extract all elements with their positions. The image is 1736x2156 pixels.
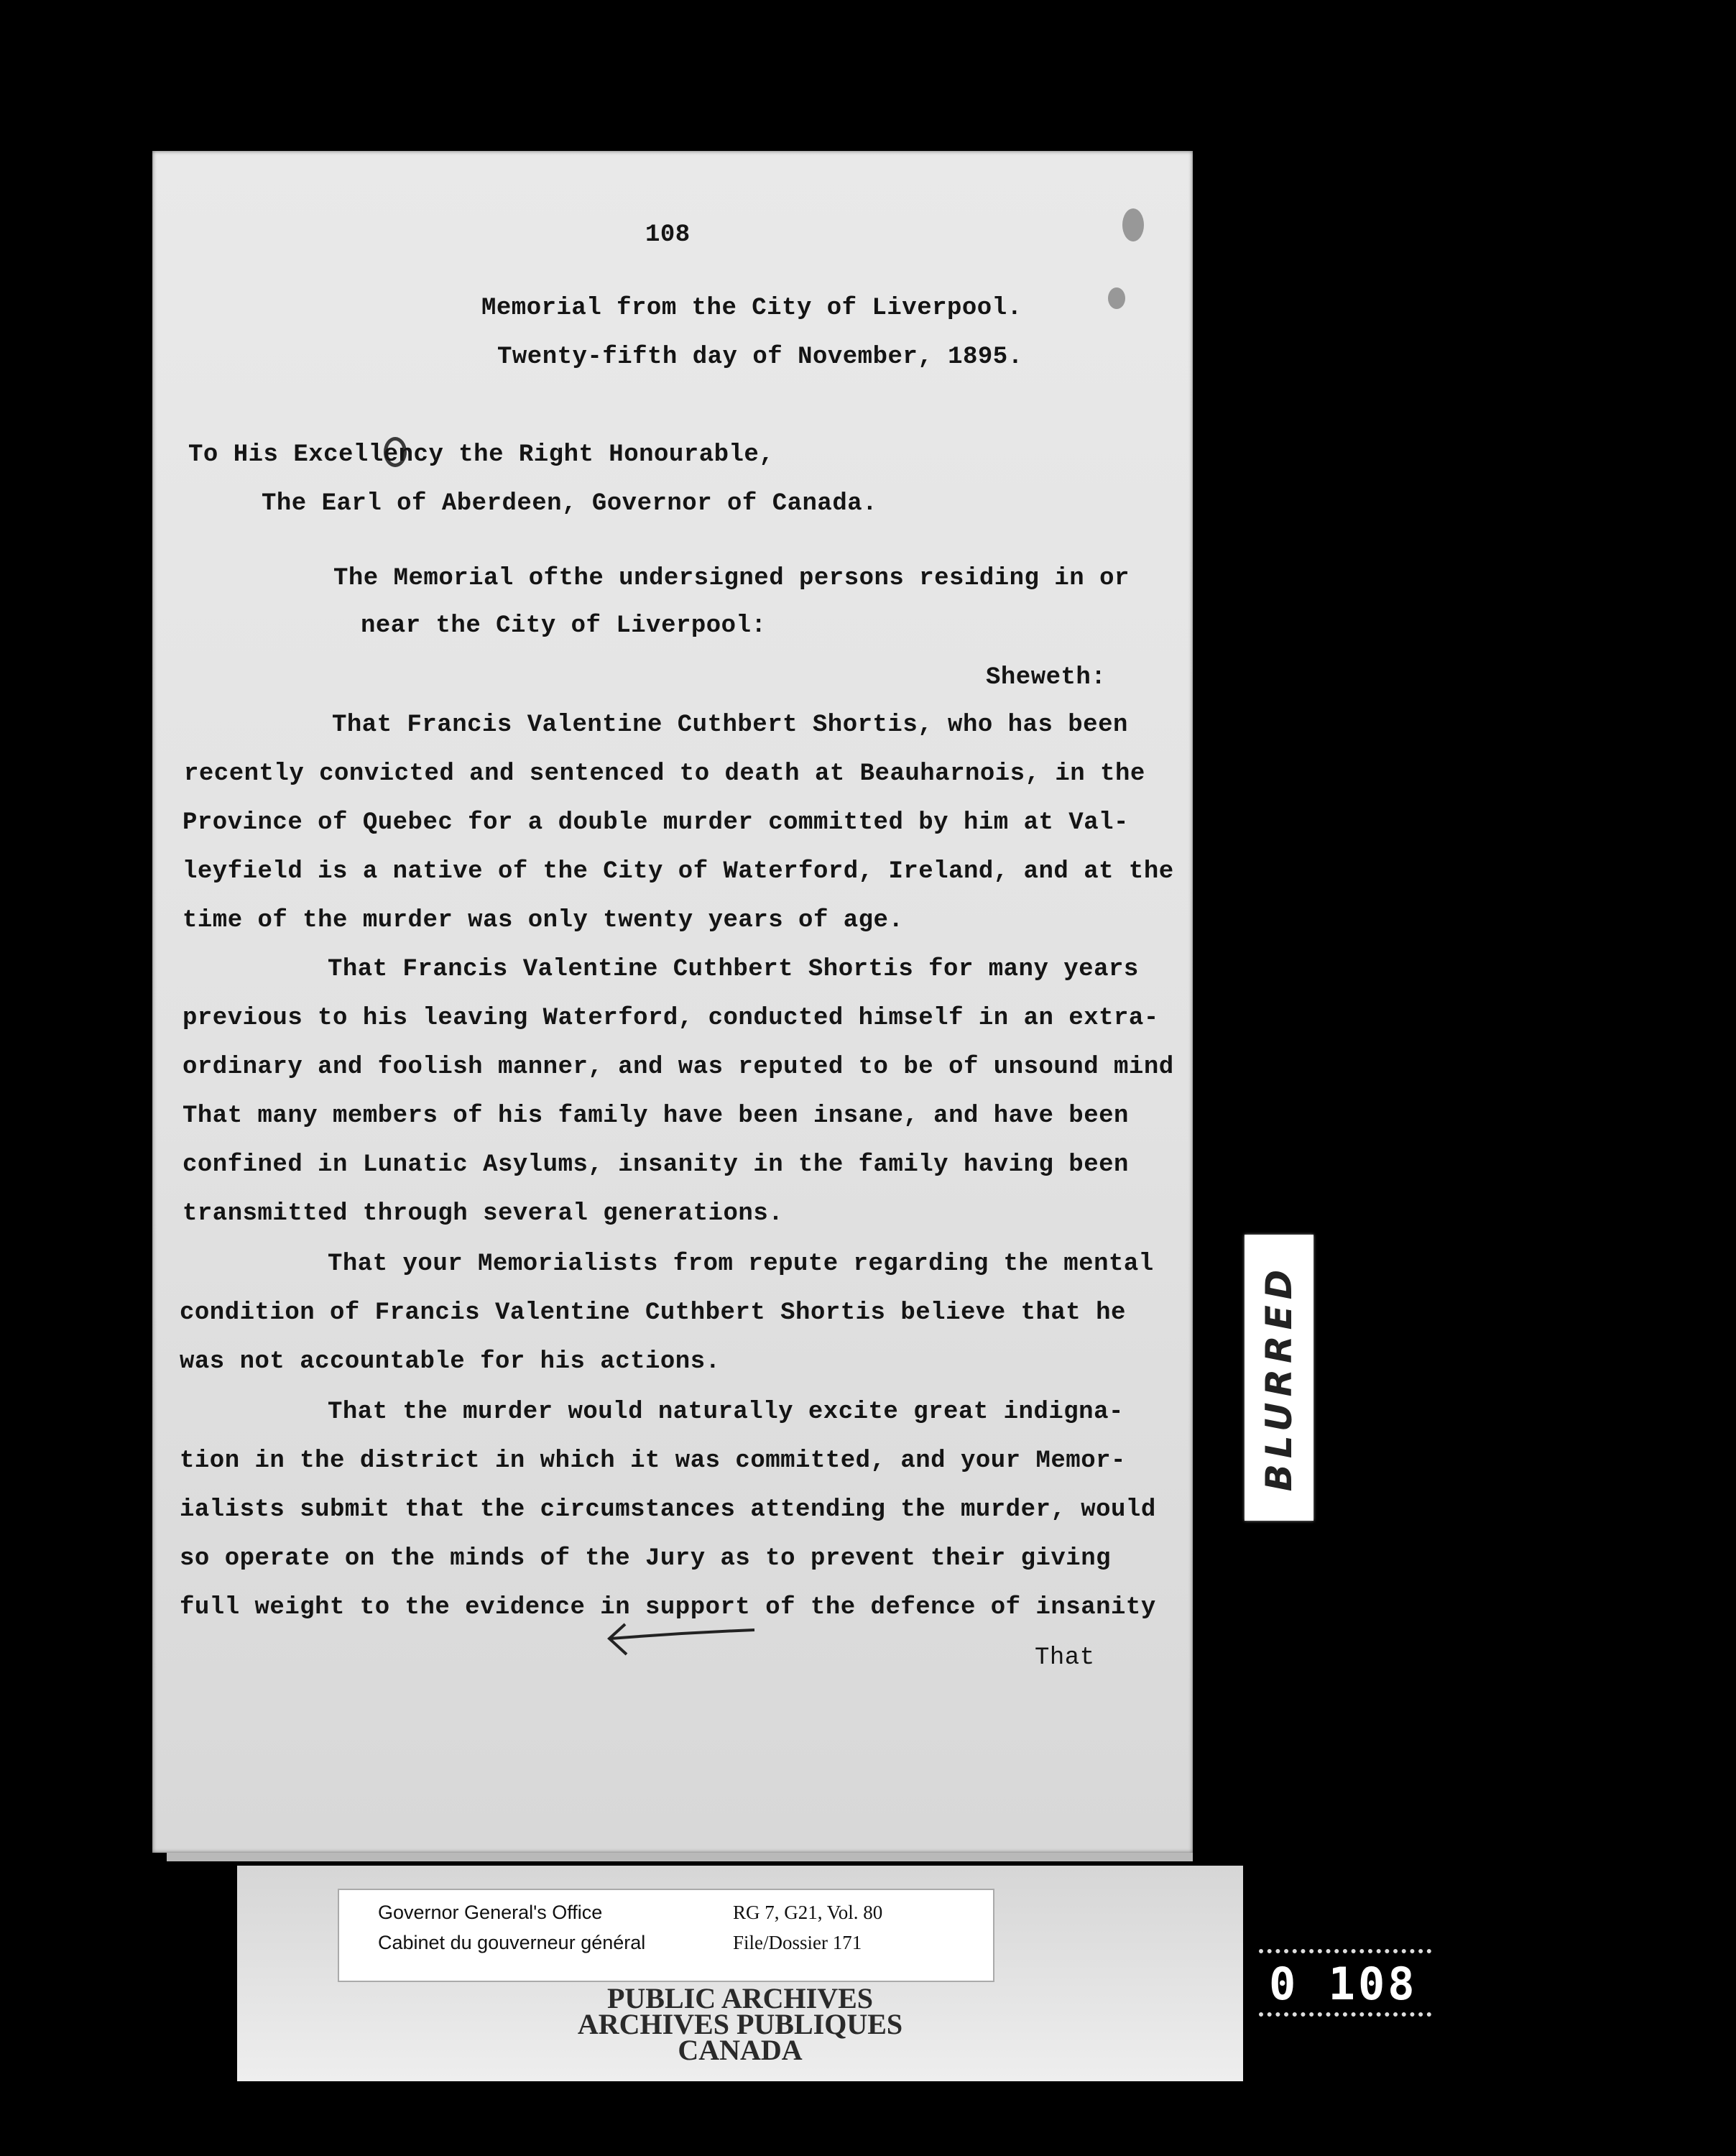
file-reference: File/Dossier 171 bbox=[733, 1932, 862, 1953]
reference-card bbox=[338, 1889, 994, 1982]
page-number: 108 bbox=[645, 221, 691, 249]
intro-line: near the City of Liverpool: bbox=[361, 612, 767, 640]
heading-line: Memorial from the City of Liverpool. bbox=[481, 295, 1022, 322]
paragraph-4-line: so operate on the minds of the Jury as to prevent their giving bbox=[180, 1545, 1112, 1572]
paragraph-4-line: full weight to the evidence in support of the defence of insanity bbox=[180, 1594, 1156, 1621]
paragraph-4-line: That the murder would naturally excite great indigna- bbox=[328, 1399, 1124, 1426]
office-name-en: Governor General's Office bbox=[378, 1902, 603, 1923]
heading-line: Twenty-fifth day of November, 1895. bbox=[497, 344, 1023, 371]
paragraph-2-line: ordinary and foolish manner, and was reputed to be of unsound mind bbox=[183, 1054, 1174, 1081]
paragraph-1-line: recently convicted and sentenced to death at Beauharnois, in the bbox=[184, 760, 1145, 788]
intro-line: The Memorial ofthe undersigned persons residing in or bbox=[333, 565, 1130, 592]
paragraph-2-line: previous to his leaving Waterford, conducted himself in an extra- bbox=[183, 1005, 1159, 1032]
paragraph-2-line: That many members of his family have been insane, and have been bbox=[183, 1102, 1129, 1130]
catchword: That bbox=[1035, 1644, 1095, 1672]
paragraph-2-line: confined in Lunatic Asylums, insanity in the family having been bbox=[183, 1151, 1129, 1179]
paragraph-3-line: was not accountable for his actions. bbox=[180, 1348, 721, 1376]
archives-title-fr: ARCHIVES PUBLIQUES bbox=[577, 2008, 903, 2040]
sheweth-line: Sheweth: bbox=[986, 664, 1107, 691]
paragraph-2-line: That Francis Valentine Cuthbert Shortis for many years bbox=[328, 956, 1139, 983]
handwritten-arrow bbox=[596, 1617, 762, 1667]
ink-blot bbox=[1108, 287, 1125, 309]
paragraph-1-line: leyfield is a native of the City of Waterford, Ireland, and at the bbox=[183, 858, 1174, 885]
address-line: The Earl of Aberdeen, Governor of Canada. bbox=[262, 490, 878, 517]
office-name-fr: Cabinet du gouverneur général bbox=[378, 1932, 646, 1953]
paragraph-3-line: condition of Francis Valentine Cuthbert Shortis believe that he bbox=[180, 1299, 1126, 1327]
paragraph-2-line: transmitted through several generations. bbox=[183, 1200, 784, 1227]
paragraph-1-line: Province of Quebec for a double murder committed by him at Val- bbox=[183, 809, 1129, 837]
frame-counter bbox=[1259, 1949, 1431, 2017]
paragraph-1-line: That Francis Valentine Cuthbert Shortis, who has been bbox=[332, 711, 1128, 739]
paragraph-4-line: tion in the district in which it was committed, and your Memor- bbox=[180, 1447, 1126, 1475]
ink-blot bbox=[1122, 208, 1144, 241]
blurred-stamp-text: BLURRED bbox=[1258, 1263, 1300, 1492]
blurred-stamp bbox=[1245, 1235, 1313, 1521]
paragraph-3-line: That your Memorialists from repute regarding the mental bbox=[328, 1250, 1154, 1278]
paragraph-1-line: time of the murder was only twenty years of age. bbox=[183, 907, 904, 934]
paragraph-4-line: ialists submit that the circumstances attending the murder, would bbox=[180, 1496, 1156, 1524]
address-line: To His Excellency the Right Honourable, bbox=[188, 441, 775, 469]
record-group-reference: RG 7, G21, Vol. 80 bbox=[733, 1902, 883, 1923]
frame-number: 0 108 bbox=[1269, 1958, 1418, 2010]
archives-title-en: PUBLIC ARCHIVES bbox=[606, 1982, 874, 2014]
archives-country: CANADA bbox=[678, 2034, 803, 2066]
